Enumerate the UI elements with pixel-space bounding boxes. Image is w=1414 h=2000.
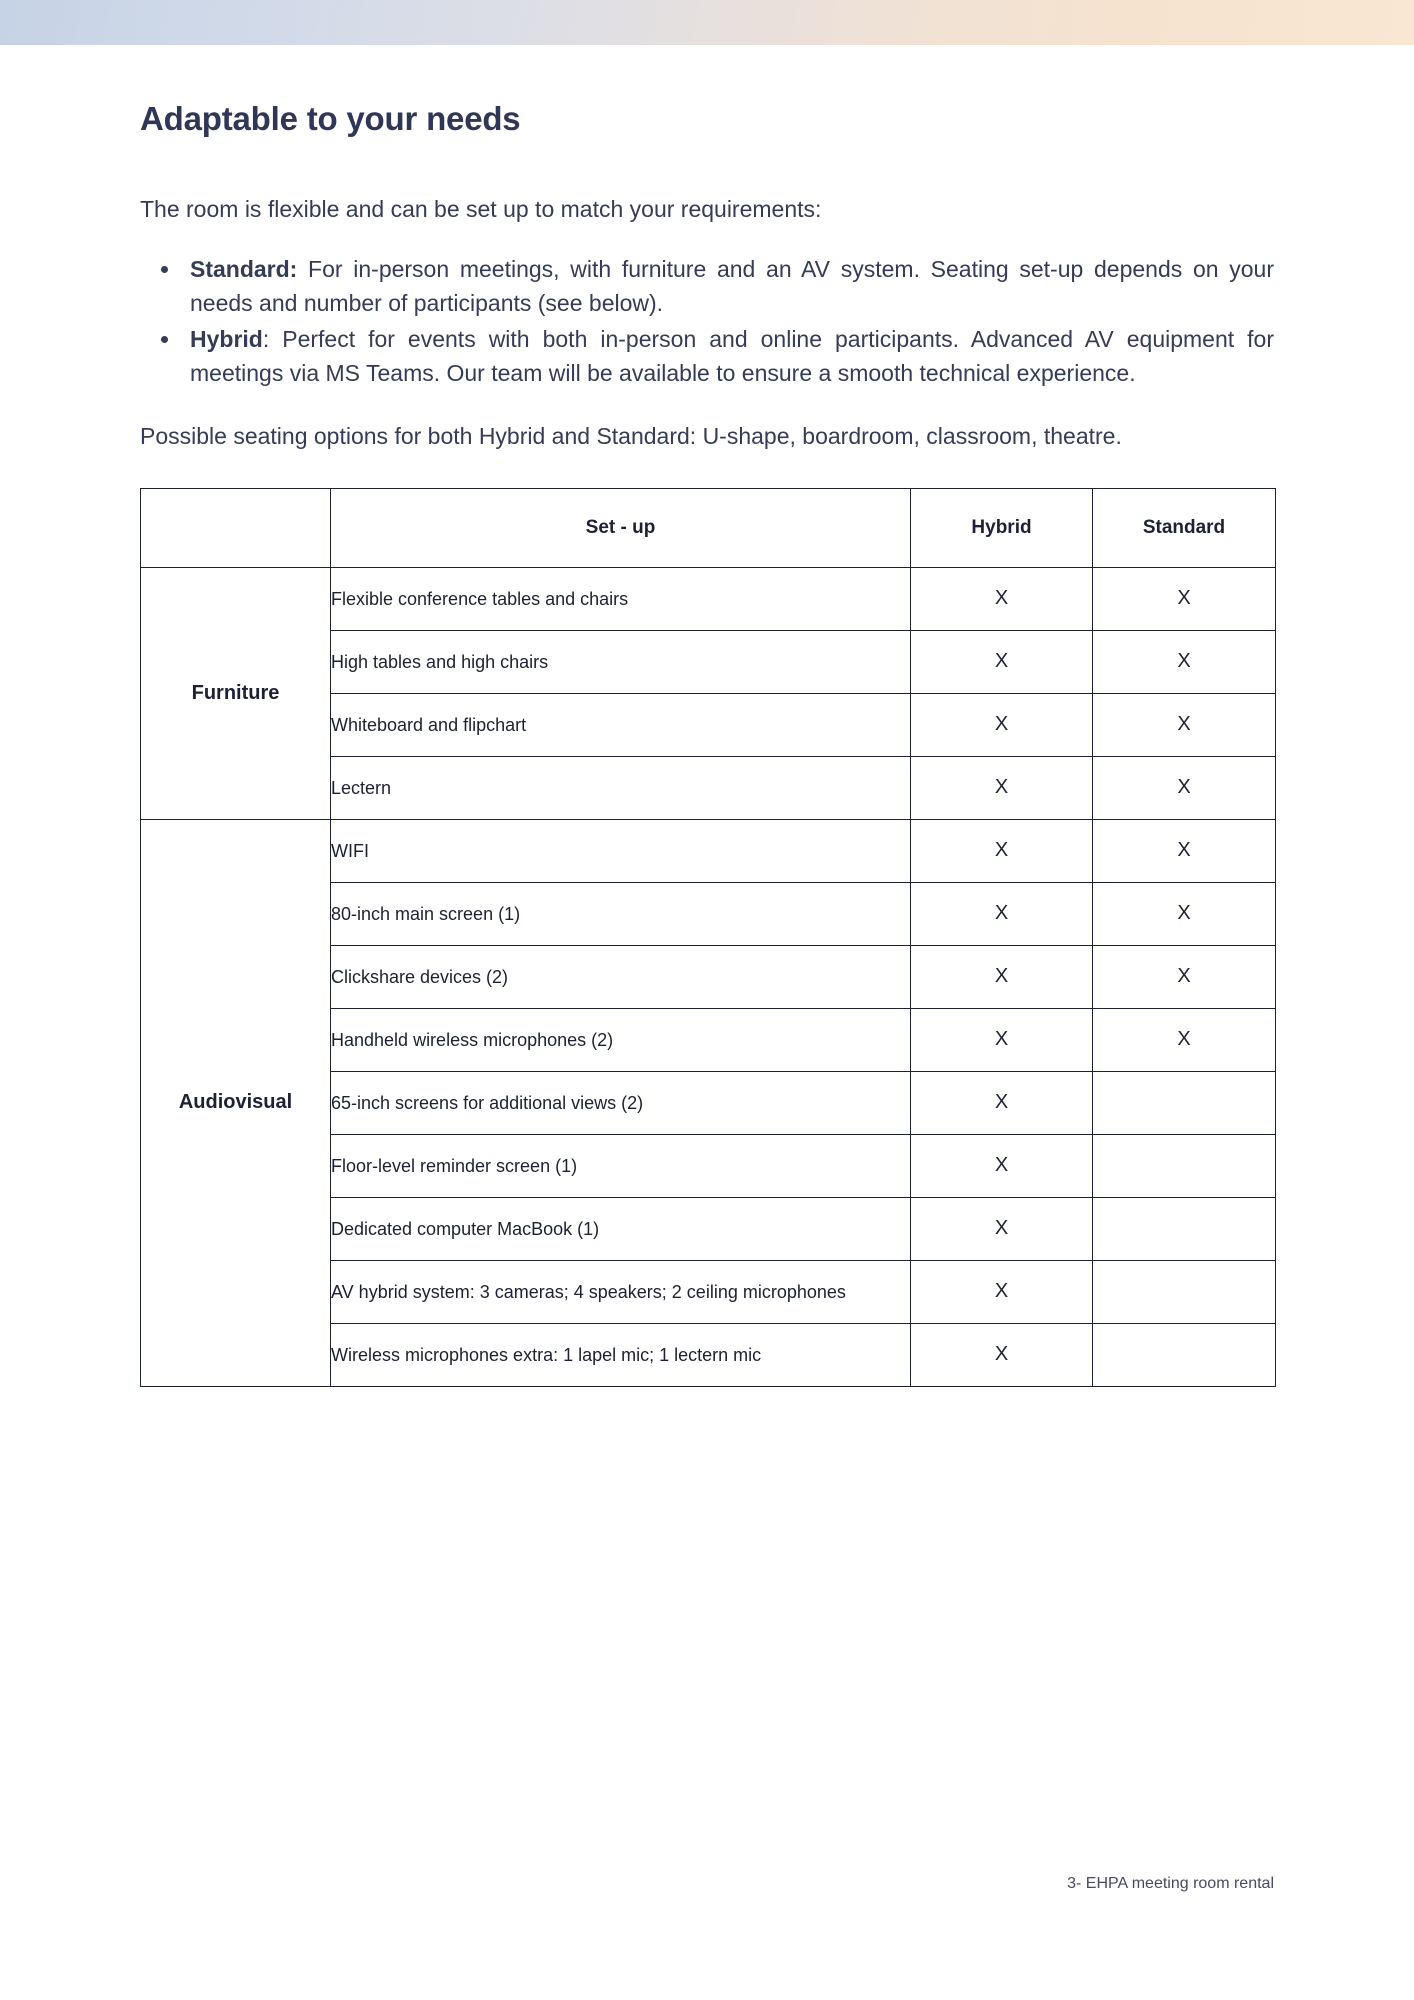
standard-mark xyxy=(1093,1071,1276,1134)
decorative-top-band xyxy=(0,0,1414,45)
list-item xyxy=(182,252,1274,320)
standard-mark xyxy=(1093,1134,1276,1197)
row-item-label: AV hybrid system: 3 cameras; 4 speakers; 2 ceiling microphones xyxy=(331,1260,911,1323)
standard-mark xyxy=(1093,1260,1276,1323)
row-item-label: Dedicated computer MacBook (1) xyxy=(331,1197,911,1260)
standard-mark: X xyxy=(1093,1008,1276,1071)
hybrid-mark: X xyxy=(911,756,1093,819)
hybrid-mark: X xyxy=(911,819,1093,882)
row-item-label: 65-inch screens for additional views (2) xyxy=(331,1071,911,1134)
bullet-text: : Perfect for events with both in-person and online participants. Advanced AV equipment for meetings via MS Teams. Our team will be available to ensure a smooth technical experience. xyxy=(190,326,1274,387)
standard-mark: X xyxy=(1093,819,1276,882)
list-item xyxy=(182,322,1274,390)
column-header-standard: Standard xyxy=(1093,488,1276,567)
row-item-label: WIFI xyxy=(331,819,911,882)
intro-paragraph: The room is flexible and can be set up to match your requirements: xyxy=(140,196,822,222)
hybrid-mark: X xyxy=(911,945,1093,1008)
hybrid-mark: X xyxy=(911,1071,1093,1134)
row-item-label: High tables and high chairs xyxy=(331,630,911,693)
row-item-label: Wireless microphones extra: 1 lapel mic; 1 lectern mic xyxy=(331,1323,911,1386)
bullet-lead-label: Standard: xyxy=(190,256,298,283)
row-item-label: Handheld wireless microphones (2) xyxy=(331,1008,911,1071)
standard-mark: X xyxy=(1093,630,1276,693)
hybrid-mark: X xyxy=(911,630,1093,693)
hybrid-mark: X xyxy=(911,882,1093,945)
standard-mark: X xyxy=(1093,567,1276,630)
document-content xyxy=(0,45,1414,1387)
category-label-furniture: Furniture xyxy=(141,567,331,819)
standard-mark: X xyxy=(1093,693,1276,756)
standard-mark: X xyxy=(1093,756,1276,819)
standard-mark: X xyxy=(1093,945,1276,1008)
bullet-text: For in-person meetings, with furniture and an AV system. Seating set-up depends on your needs and number of participants (see below). xyxy=(190,256,1274,317)
standard-mark: X xyxy=(1093,882,1276,945)
hybrid-mark: X xyxy=(911,567,1093,630)
seating-options-note: Possible seating options for both Hybrid and Standard: U-shape, boardroom, classroom, theatre. xyxy=(140,423,1122,450)
page-footer: 3- EHPA meeting room rental xyxy=(1067,1875,1274,1892)
setup-comparison-table xyxy=(140,488,1276,1387)
category-label-audiovisual: Audiovisual xyxy=(141,819,331,1386)
hybrid-mark: X xyxy=(911,1323,1093,1386)
table-row xyxy=(141,819,1276,882)
hybrid-mark: X xyxy=(911,1134,1093,1197)
table-row xyxy=(141,567,1276,630)
column-header-category xyxy=(141,488,331,567)
column-header-setup: Set - up xyxy=(331,488,911,567)
row-item-label: 80-inch main screen (1) xyxy=(331,882,911,945)
row-item-label: Whiteboard and flipchart xyxy=(331,693,911,756)
bullet-lead-label: Hybrid xyxy=(190,326,263,353)
hybrid-mark: X xyxy=(911,1008,1093,1071)
hybrid-mark: X xyxy=(911,1260,1093,1323)
row-item-label: Lectern xyxy=(331,756,911,819)
row-item-label: Floor-level reminder screen (1) xyxy=(331,1134,911,1197)
setup-options-list xyxy=(140,252,1274,390)
row-item-label: Clickshare devices (2) xyxy=(331,945,911,1008)
table-header-row xyxy=(141,488,1276,567)
hybrid-mark: X xyxy=(911,1197,1093,1260)
standard-mark xyxy=(1093,1197,1276,1260)
standard-mark xyxy=(1093,1323,1276,1386)
hybrid-mark: X xyxy=(911,693,1093,756)
page-title: Adaptable to your needs xyxy=(140,100,521,137)
column-header-hybrid: Hybrid xyxy=(911,488,1093,567)
row-item-label: Flexible conference tables and chairs xyxy=(331,567,911,630)
